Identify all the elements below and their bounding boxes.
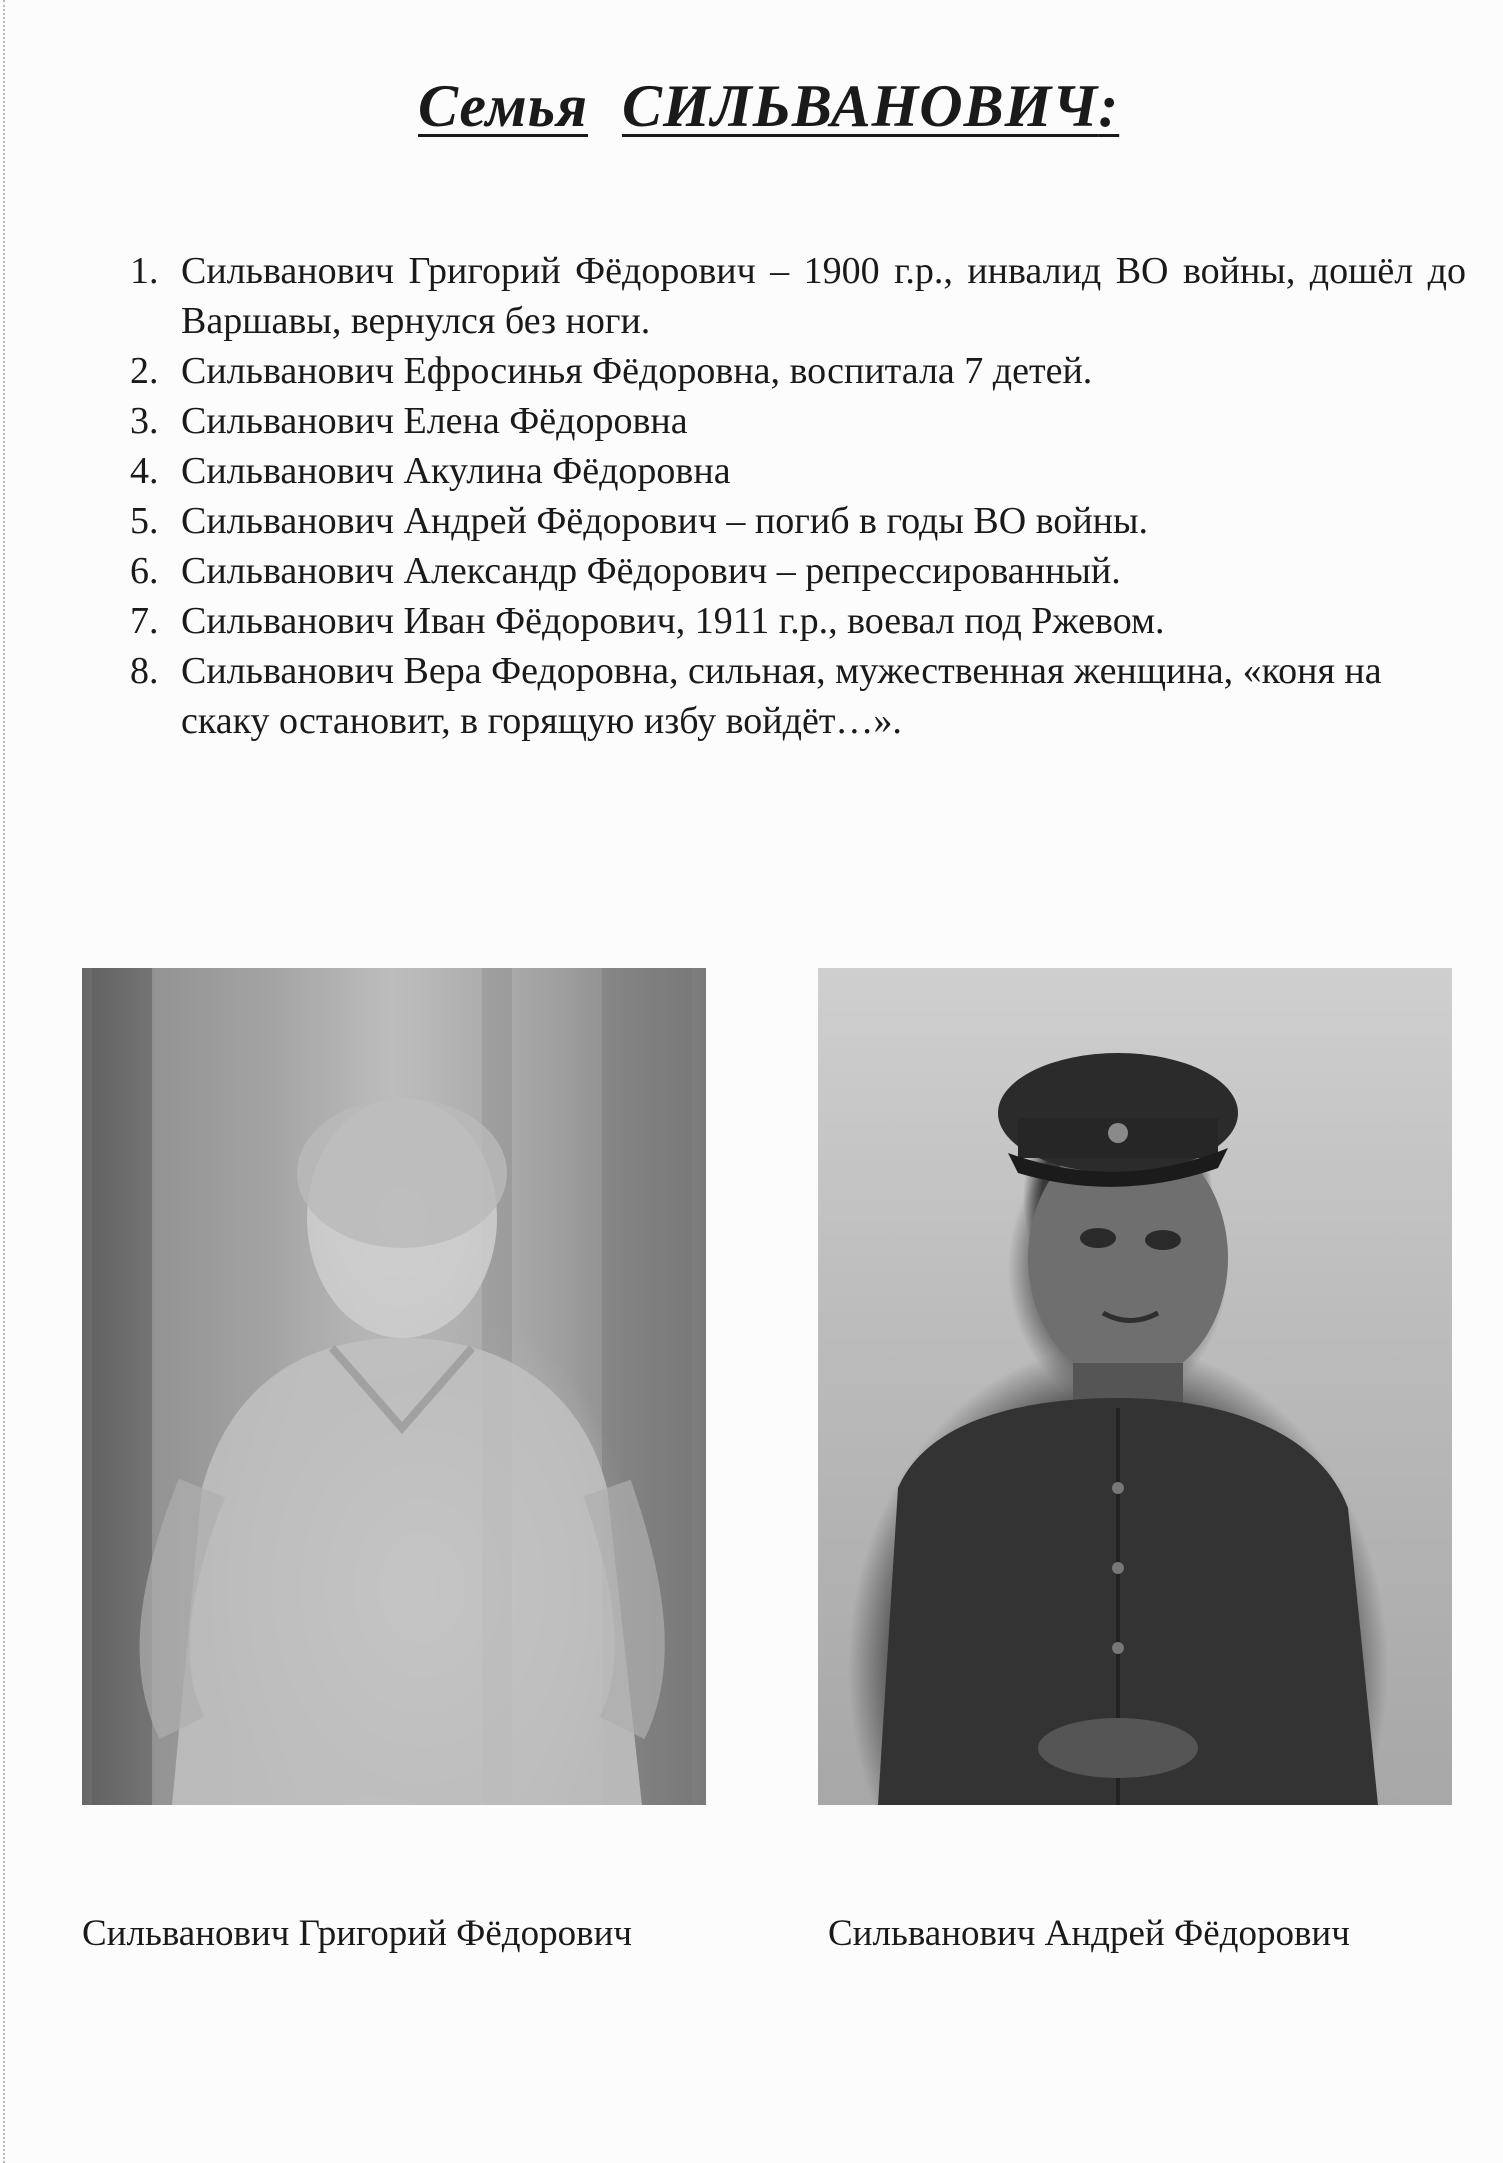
list-item: [130, 446, 1466, 496]
list-item-number: 8.: [130, 650, 159, 692]
list-item-number: 3.: [130, 400, 159, 442]
list-item-text: Сильванович Ефросинья Фёдоровна, воспитала 7 детей.: [181, 350, 1093, 392]
list-item-number: 5.: [130, 500, 159, 542]
portrait-photo-left: [82, 968, 706, 1805]
list-item-text: Сильванович Вера Федоровна, сильная, мужественная женщина, «коня на скаку остановит, в горящую избу войдёт…».: [181, 650, 1382, 742]
list-item-number: 7.: [130, 600, 159, 642]
list-item-number: 2.: [130, 350, 159, 392]
list-item-text: Сильванович Андрей Фёдорович – погиб в годы ВО войны.: [181, 500, 1149, 542]
list-item: [130, 396, 1466, 446]
list-item-number: 1.: [130, 250, 159, 292]
list-item-text: Сильванович Иван Фёдорович, 1911 г.р., воевал под Ржевом.: [181, 600, 1165, 642]
list-item: [130, 546, 1466, 596]
list-item-text: Сильванович Александр Фёдорович – репрессированный.: [181, 550, 1121, 592]
photo-caption-left: Сильванович Григорий Фёдорович: [82, 1913, 632, 1954]
photo-caption-right: Сильванович Андрей Фёдорович: [828, 1913, 1350, 1954]
list-item-text: Сильванович Елена Фёдоровна: [181, 400, 688, 442]
list-item: [130, 596, 1466, 646]
list-item-text: Сильванович Акулина Фёдоровна: [181, 450, 731, 492]
portrait-left-figure: [82, 968, 706, 1805]
portrait-photo-right: [818, 968, 1452, 1805]
list-item-number: 6.: [130, 550, 159, 592]
list-item-number: 4.: [130, 450, 159, 492]
family-members-list: [130, 246, 1466, 746]
list-item: [130, 246, 1466, 346]
title-word-family: Семья: [418, 73, 588, 139]
list-item: [130, 346, 1466, 396]
list-item: [130, 646, 1466, 746]
portrait-right-figure: [818, 968, 1452, 1805]
list-item: [130, 496, 1466, 546]
page-title: [418, 72, 1119, 141]
title-colon: :: [1098, 73, 1120, 139]
list-item-text: Сильванович Григорий Фёдорович – 1900 г.р., инвалид ВО войны, дошёл до Варшавы, вернулся без ноги.: [181, 250, 1466, 342]
binding-edge: [3, 0, 5, 2163]
title-word-surname: СИЛЬВАНОВИЧ: [622, 73, 1099, 139]
